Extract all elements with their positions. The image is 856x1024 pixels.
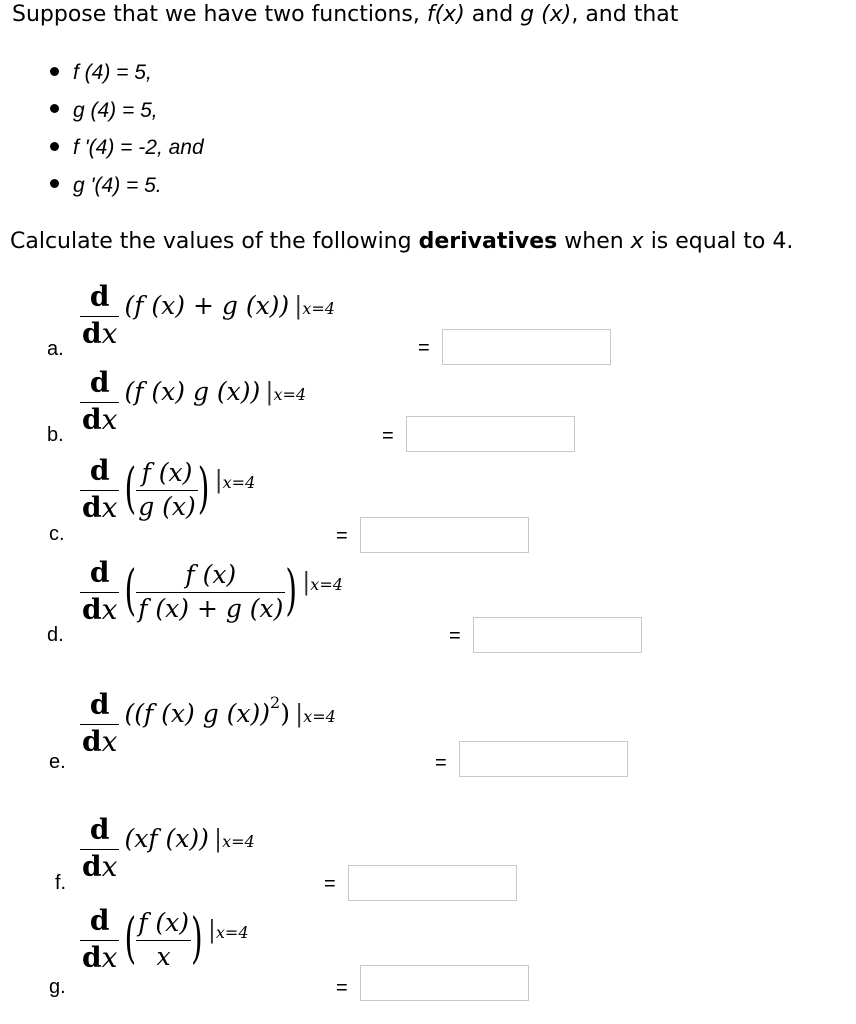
derivative-operator (80, 815, 119, 883)
problem-label: g. (49, 976, 66, 998)
answer-input-e[interactable] (459, 741, 628, 777)
problem-e-expression (80, 690, 336, 758)
intro-sentence (12, 2, 678, 27)
answer-input-g[interactable] (360, 965, 529, 1001)
left-paren: ( (124, 908, 137, 972)
evaluation-point: x=4 (302, 299, 335, 319)
fraction-bar (136, 592, 285, 593)
instruction-bold: derivatives (418, 229, 558, 254)
problem-g-expression (80, 906, 249, 974)
equals-sign: = (435, 752, 447, 774)
given-text: g '(4) = 5. (73, 173, 162, 197)
evaluation-point: x=4 (310, 575, 343, 595)
derivative-numerator: d (89, 366, 110, 399)
instruction-text-1: Calculate the values of the following (10, 229, 419, 254)
answer-input-a[interactable] (442, 329, 611, 365)
problem-label: b. (47, 424, 64, 446)
right-paren: ) (285, 560, 298, 624)
evaluation-bar: | (265, 378, 274, 407)
answer-input-c[interactable] (360, 517, 529, 553)
equals-sign: = (336, 977, 348, 999)
derivative-var: x (101, 724, 118, 758)
evaluation-bar: | (207, 916, 216, 945)
left-paren: ( (124, 458, 137, 522)
derivative-var: x (101, 940, 118, 974)
derivative-var: x (101, 592, 118, 626)
equals-sign: = (382, 425, 394, 447)
evaluation-point: x=4 (222, 832, 255, 852)
problem-label: a. (47, 338, 64, 360)
derivative-numerator: d (89, 813, 110, 846)
given-item (50, 173, 204, 214)
derivative-denominator (80, 316, 119, 350)
instruction-text-3: is equal to 4. (643, 229, 794, 254)
derivative-numerator: d (89, 556, 110, 589)
fraction-bar (136, 940, 191, 941)
evaluation-bar: | (294, 292, 303, 321)
derivative-var: x (101, 849, 118, 883)
derivative-denominator (80, 592, 119, 626)
right-paren: ) (197, 458, 210, 522)
closing-paren: ) (280, 699, 290, 729)
quotient-denominator: g (x) (138, 491, 196, 521)
derivative-operator (80, 456, 119, 524)
derivative-denominator (80, 940, 119, 974)
derivative-operator (80, 558, 119, 626)
evaluation-point: x=4 (273, 385, 307, 405)
derivative-operator (80, 906, 119, 974)
evaluation-point: x=4 (222, 473, 256, 493)
derivative-var: x (101, 490, 118, 524)
exponent: 2 (270, 692, 281, 712)
derivative-var: x (101, 316, 118, 350)
right-paren: ) (191, 908, 203, 972)
given-item (50, 63, 204, 101)
evaluation-bar: | (214, 466, 223, 495)
equals-sign: = (418, 337, 430, 359)
derivative-d: d (82, 724, 102, 758)
derivative-operator (80, 690, 119, 758)
derivative-d: d (82, 592, 102, 626)
intro-text-3: , and that (571, 2, 679, 27)
expression-body: (f (x) g (x)) (124, 377, 261, 407)
quotient-denominator: f (x) + g (x) (138, 593, 284, 623)
given-item (50, 98, 204, 139)
derivative-d: d (82, 402, 102, 436)
derivative-operator (80, 368, 119, 436)
problem-c-expression (80, 456, 255, 524)
intro-g-name: g (x) (520, 2, 572, 27)
expression-body: ((f (x) g (x)) (124, 699, 271, 729)
derivative-operator (80, 282, 119, 350)
quotient-denominator: x (156, 941, 171, 971)
answer-input-f[interactable] (348, 865, 517, 901)
problem-label: d. (47, 624, 64, 646)
evaluation-bar: | (213, 825, 223, 854)
equals-sign: = (336, 525, 348, 547)
quotient (136, 561, 285, 622)
quotient-numerator: f (x) (141, 458, 193, 488)
derivative-d: d (82, 940, 102, 974)
expression-body: (f (x) + g (x)) (124, 291, 290, 321)
intro-text-1: Suppose that we have two functions, (12, 2, 427, 27)
quotient-numerator: f (x) (185, 560, 237, 590)
given-text: f (4) = 5, (73, 61, 152, 84)
quotient-numerator: f (x) (138, 908, 189, 938)
quotient (136, 909, 191, 970)
left-paren: ( (124, 560, 137, 624)
derivative-denominator (80, 724, 119, 758)
derivative-numerator: d (89, 688, 110, 721)
problem-a-expression (80, 282, 335, 350)
bullet-icon (50, 104, 59, 113)
derivative-numerator: d (89, 280, 110, 313)
derivative-d: d (82, 849, 102, 883)
givens-list (50, 63, 204, 213)
answer-input-d[interactable] (473, 617, 642, 653)
derivative-denominator (80, 849, 119, 883)
derivative-d: d (82, 316, 102, 350)
bullet-icon (50, 67, 59, 76)
bullet-icon (50, 179, 59, 188)
problem-label: e. (49, 751, 66, 773)
derivative-denominator (80, 402, 119, 436)
intro-f-name: f(x) (426, 2, 465, 27)
evaluation-bar: | (295, 700, 304, 729)
equals-sign: = (449, 625, 461, 647)
evaluation-bar: | (302, 568, 311, 597)
evaluation-point: x=4 (303, 707, 336, 727)
instruction-var: x (630, 229, 644, 254)
derivative-numerator: d (89, 454, 110, 487)
expression-body: (xf (x)) (124, 824, 209, 854)
evaluation-point: x=4 (215, 923, 249, 943)
instruction-sentence (10, 229, 793, 254)
given-item (50, 138, 204, 176)
quotient (136, 459, 198, 520)
problem-f-expression (80, 815, 255, 883)
bullet-icon (50, 142, 59, 151)
problem-d-expression (80, 558, 343, 626)
given-text: g (4) = 5, (73, 98, 158, 122)
fraction-bar (136, 490, 198, 491)
intro-text-2: and (464, 2, 521, 27)
instruction-text-2: when (557, 229, 631, 254)
derivative-numerator: d (89, 904, 110, 937)
equals-sign: = (324, 873, 336, 895)
problem-label: f. (55, 872, 67, 894)
derivative-var: x (101, 402, 118, 436)
derivative-denominator (80, 490, 119, 524)
derivative-d: d (82, 490, 102, 524)
answer-input-b[interactable] (406, 416, 575, 452)
problem-label: c. (49, 523, 65, 545)
given-text: f '(4) = -2, and (73, 136, 204, 159)
problem-b-expression (80, 368, 306, 436)
